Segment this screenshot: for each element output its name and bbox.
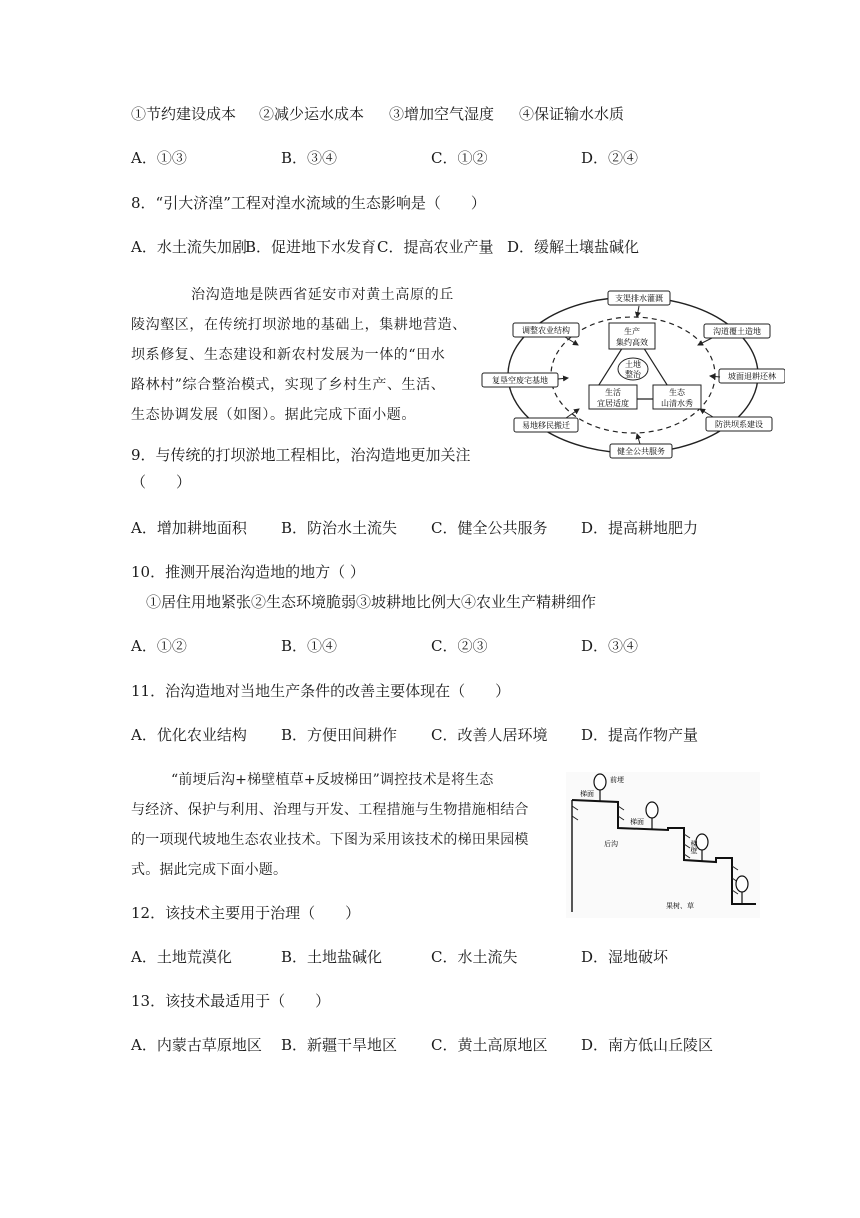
arrow <box>637 306 639 317</box>
q10-stem: 10．推测开展治沟造地的地方（ ） <box>131 563 365 581</box>
q13-option-a: A．内蒙古草原地区 <box>131 1036 262 1054</box>
q10-option-d: D．③④ <box>581 637 639 655</box>
q10-statements: ①居住用地紧张②生态环境脆弱③坡耕地比例大④农业生产精耕细作 <box>146 593 597 611</box>
passage-line: 路林村”综合整治模式，实现了乡村生产、生活、 <box>131 377 446 393</box>
q12-option-a: A．土地荒漠化 <box>131 948 232 966</box>
arrow <box>637 434 640 444</box>
passage-line: 治沟造地是陕西省延安市对黄土高原的丘 <box>191 287 454 303</box>
q11-option-c: C．改善人居环境 <box>431 726 548 744</box>
outer-label-6: 易地移民搬迁 <box>522 421 570 430</box>
q12-option-d: D．湿地破坏 <box>581 948 669 966</box>
q8-option-c: C．提高农业产量 <box>377 238 494 256</box>
q10-option-b: B．①④ <box>281 637 338 655</box>
q8-stem: 8．“引大济湟”工程对湟水流域的生态影响是（ ） <box>131 194 486 212</box>
arrow <box>698 338 712 345</box>
land-consolidation-diagram <box>480 287 785 462</box>
q8-option-a: A．水土流失加剧 <box>131 238 247 256</box>
ecology-label: 生态 <box>669 388 685 397</box>
q10-option-a: A．①② <box>131 637 187 655</box>
outer-label-5: 健全公共服务 <box>617 447 665 456</box>
q9-option-a: A．增加耕地面积 <box>131 519 247 537</box>
q7-statement-3: ③增加空气湿度 <box>389 105 495 123</box>
q11-option-d: D．提高作物产量 <box>581 726 699 744</box>
q11-option-a: A．优化农业结构 <box>131 726 247 744</box>
q10-option-c: C．②③ <box>431 637 488 655</box>
terrace-orchard-diagram <box>566 772 760 918</box>
q7-option-a: A．①③ <box>131 149 187 167</box>
q11-option-b: B．方便田间耕作 <box>281 726 398 744</box>
q13-option-d: D．南方低山丘陵区 <box>581 1036 714 1054</box>
q7-statement-4: ④保证输水水质 <box>519 105 625 123</box>
outer-label-4: 防洪坝系建设 <box>715 420 763 429</box>
passage-line: 坝系修复、生态建设和新农村发展为一体的“田水 <box>131 347 446 363</box>
outer-label-3: 坡面退耕还林 <box>728 372 776 381</box>
q11-stem: 11．治沟造地对当地生产条件的改善主要体现在（ ） <box>131 682 511 700</box>
passage-line: 陵沟壑区，在传统打坝淤地的基础上，集耕地营造、 <box>131 317 467 333</box>
q13-option-b: B．新疆干旱地区 <box>281 1036 398 1054</box>
label-terrace-surface: 梯面 <box>580 790 594 798</box>
center-label-2: 整治 <box>625 370 641 379</box>
production-sub: 集约高效 <box>616 338 648 347</box>
q8-option-b: B．促进地下水发育 <box>245 238 377 256</box>
passage-line: 式。据此完成下面小题。 <box>131 862 288 878</box>
figure-background <box>566 772 760 918</box>
label-front-ridge: 前埂 <box>610 776 624 784</box>
q7-statement-2: ②减少运水成本 <box>259 105 365 123</box>
q9-option-c: C．健全公共服务 <box>431 519 548 537</box>
q7-option-d: D．②④ <box>581 149 639 167</box>
outer-label-7: 复垦空废宅基地 <box>492 376 548 385</box>
q12-stem: 12．该技术主要用于治理（ ） <box>131 904 361 922</box>
q9-option-d: D．提高耕地肥力 <box>581 519 699 537</box>
label-terrace-wall: 梯壁 <box>690 840 698 854</box>
passage-line: “前埂后沟+梯壁植草+反坡梯田”调控技术是将生态 <box>171 772 494 788</box>
living-label: 生活 <box>605 388 621 397</box>
passage-line: 的一项现代坡地生态农业技术。下图为采用该技术的梯田果园模 <box>131 832 529 848</box>
q9-stem: 9．与传统的打坝淤地工程相比，治沟造地更加关注 <box>131 446 471 464</box>
q13-option-c: C．黄土高原地区 <box>431 1036 548 1054</box>
passage-line: 与经济、保护与利用、治理与开发、工程措施与生物措施相结合 <box>131 802 529 818</box>
q9-option-b: B．防治水土流失 <box>281 519 398 537</box>
outer-label-1: 支渠排水灌溉 <box>615 294 663 303</box>
passage-gully-land <box>131 280 467 430</box>
label-back-ditch: 后沟 <box>604 840 618 848</box>
production-label: 生产 <box>624 327 640 336</box>
q9-stem-cont: （ ） <box>131 473 192 491</box>
ecology-sub: 山清水秀 <box>661 399 693 408</box>
arrow <box>558 378 568 379</box>
center-label-1: 土地 <box>625 360 641 369</box>
passage-line: 生态协调发展（如图）。据此完成下面小题。 <box>131 407 416 423</box>
q8-option-d: D．缓解土壤盐碱化 <box>507 238 640 256</box>
living-sub: 宜居适度 <box>597 399 629 408</box>
passage-terrace-technique <box>131 765 529 885</box>
q7-option-b: B．③④ <box>281 149 338 167</box>
q12-option-b: B．土地盐碱化 <box>281 948 383 966</box>
outer-label-2: 沟道覆土造地 <box>713 327 761 336</box>
outer-label-8: 调整农业结构 <box>522 326 570 335</box>
q7-statement-1: ①节约建设成本 <box>131 105 237 123</box>
q7-option-c: C．①② <box>431 149 488 167</box>
arrow <box>565 337 578 345</box>
label-terrace-surface-2: 梯面 <box>630 818 644 826</box>
label-trees-grass: 果树、草 <box>666 902 694 910</box>
q13-stem: 13．该技术最适用于（ ） <box>131 992 331 1010</box>
q12-option-c: C．水土流失 <box>431 948 518 966</box>
arrow <box>700 409 713 417</box>
